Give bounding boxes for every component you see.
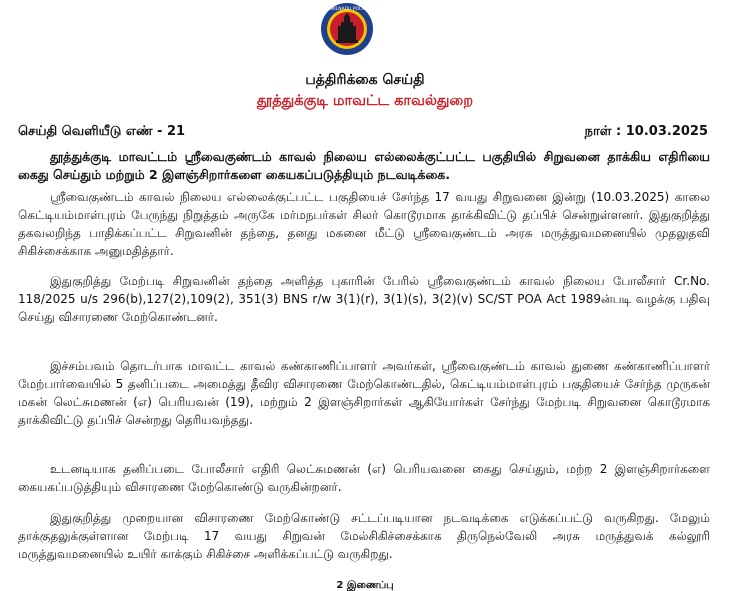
- paragraph-incident: ஸ்ரீவைகுண்டம் காவல் நிலைய எல்லைக்குட்பட்ட பகுதியைச் சேர்ந்த 17 வயது சிறுவனை இன்று (10.03.2025) காலை கெட்டியம்மாள்புரம் பேருந்து நிறுத்தம் அருகே மர்மநபர்கள் சிலர் கொடூரமாக தாக்கிவிட்டு தப்பிச் சென்றுள்ளனர். இதுகுறித்து தகவலறிந்த பாதிக்கப்பட்ட சிறுவனின் தந்தை, தனது மகனை மீட்டு ஸ்ரீவைகுண்டம் அரசு மருத்துவமனையில் முதலுதவி சிகிச்சைக்காக அனுமதித்தார்.: [18, 190, 710, 258]
- district-police-office: தூத்துக்குடி மாவட்ட காவல்துறை: [256, 93, 474, 109]
- footer-mark: 2 இணைப்பு: [336, 580, 394, 591]
- svg-text:TAMILNADU POLICE: TAMILNADU POLICE: [325, 7, 369, 12]
- paragraph-arrest: உடனடியாக தனிப்படை போலீசார் எதிரி லெட்சுமணன் (எ) பெரியவனை கைது செய்தும், மற்ற 2 இளஞ்சிறார்களை கையகப்படுத்தியும் விசாரணை மேற்கொண்டு வருகின்றனர்.: [18, 462, 710, 494]
- press-release-title: பத்திரிக்கை செய்தி: [305, 72, 425, 88]
- tamil-nadu-police-emblem-icon: [320, 2, 374, 56]
- release-number: செய்தி வெளியீடு எண் - 21: [18, 124, 186, 139]
- paragraph-investigation: இச்சம்பவம் தொடர்பாக மாவட்ட காவல் கண்காணிப்பாளர் அவர்கள், ஸ்ரீவைகுண்டம் காவல் துணை கண்காணிப்பாளர் மேற்பார்வையில் 5 தனிப்படை அமைத்து தீவிர விசாரணை மேற்கொண்டதில், கெட்டியம்மாள்புரம் பகுதியைச் சேர்ந்த முருகன் மகன் லெட்சுமணன் (எ) பெரியவன் (19), மற்றும் 2 இளஞ்சிறார்கள் ஆகியோர்கள் சேர்ந்து மேற்படி சிறுவனை கொடூரமாக தாக்கிவிட்டு தப்பிச் சென்றது தெரியவந்தது.: [18, 359, 710, 427]
- subject-line: தூத்துக்குடி மாவட்டம் ஸ்ரீவைகுண்டம் காவல் நிலைய எல்லைக்குட்பட்ட பகுதியில் சிறுவனை தாக்கிய எதிரியை கைது செய்தும் மற்றும் 2 இளஞ்சிறார்களை கையகப்படுத்தியும் நடவடிக்கை.: [18, 149, 710, 182]
- release-date: நாள் : 10.03.2025: [584, 124, 708, 139]
- paragraph-further-action: இதுகுறித்து முறையான விசாரணை மேற்கொண்டு சட்டப்படியான நடவடிக்கை எடுக்கப்பட்டு வருகிறது. மேலும் தாக்குதலுக்குள்ளான மேற்படி 17 வயது சிறுவன் மேல்சிகிச்சைக்காக திருநெல்வேலி அரசு மருத்துவக் கல்லூரி மருத்துவமனையில் உயிர் காக்கும் சிகிச்சை அளிக்கப்பட்டு வருகிறது.: [18, 511, 710, 561]
- release-info-row: [18, 124, 712, 144]
- paragraph-case-registration: இதுகுறித்து மேற்படி சிறுவனின் தந்தை அளித்த புகாரின் பேரில் ஸ்ரீவைகுண்டம் காவல் நிலைய போலீசார் Cr.No. 118/2025 u/s 296(b),127(2),109(2), 351(3) BNS r/w 3(1)(r), 3(1)(s), 3(2)(v) SC/ST POA Act 1989ன்படி வழக்கு பதிவு செய்து விசாரணை மேற்கொண்டனர்.: [18, 274, 710, 324]
